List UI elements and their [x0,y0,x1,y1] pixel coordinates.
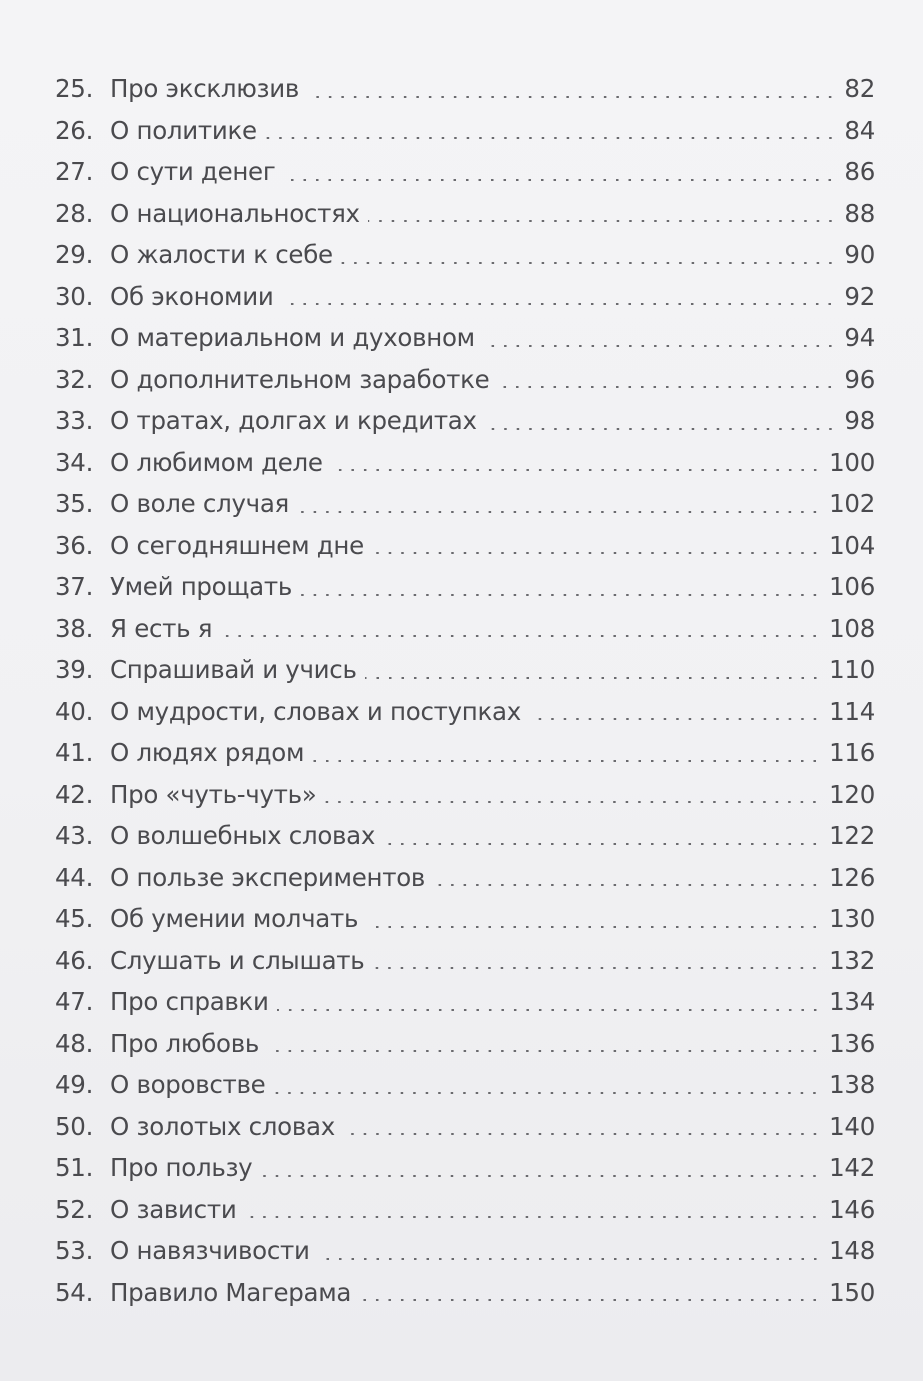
toc-entry [0,406,923,448]
toc-entry-number: 29. [55,240,94,269]
toc-entry-title: О тратах, долгах и кредитах [110,406,477,435]
toc-entry-number: 36. [55,530,94,560]
dot-leader [318,1258,822,1260]
toc-entry-title: Правило Магерама [110,1277,352,1307]
toc-entry-number: 53. [55,1236,94,1265]
toc-entry-page-number: 106 [829,572,875,601]
toc-entry-line [110,946,875,975]
toc-entry-title: О зависти [110,1194,237,1224]
toc-entry-page-number: 86 [844,157,875,186]
toc-entry-line [110,614,875,643]
toc-entry-page-number: 134 [829,987,875,1016]
toc-entry-line [110,821,875,850]
toc-entry-number: 27. [55,157,94,186]
dot-leader [497,386,836,388]
toc-entry-line [110,738,875,767]
toc-entry [0,1278,923,1320]
toc-entry-line [110,572,875,601]
toc-entry [0,655,923,697]
toc-entry-number: 50. [55,1111,94,1141]
toc-entry [0,987,923,1029]
toc-entry-line [110,1153,875,1182]
toc-entry-number: 54. [55,1277,94,1307]
toc-entry [0,614,923,656]
dot-leader [483,345,837,347]
dot-leader [283,179,836,181]
toc-entry [0,282,923,324]
toc-entry [0,863,923,905]
dot-leader [265,137,837,139]
toc-entry-title: О навязчивости [110,1236,310,1265]
toc-entry-number: 28. [55,198,94,228]
toc-entry-title: О национальностях [110,198,360,228]
toc-entry-number: 25. [55,74,94,103]
toc-entry-page-number: 150 [829,1277,875,1307]
toc-entry-title: О воле случая [110,489,289,518]
toc-entry-page-number: 130 [829,904,875,933]
toc-entry-title: О сегодняшнем дне [110,530,364,560]
toc-entry-page-number: 90 [844,240,875,269]
toc-entry-number: 38. [55,613,94,643]
toc-entry-line [110,116,875,145]
dot-leader [281,303,836,305]
dot-leader [331,469,821,471]
toc-entry-title: Слушать и слышать [110,945,365,975]
toc-entry-page-number: 110 [829,655,875,684]
toc-entry-line [110,987,875,1016]
toc-entry [0,780,923,822]
dot-leader [372,552,821,554]
toc-entry-page-number: 140 [829,1111,875,1141]
toc-entry [0,1195,923,1237]
toc-entry [0,1029,923,1071]
toc-entry-page-number: 96 [844,364,875,394]
toc-entry-title: О жалости к себе [110,240,333,269]
toc-entry-line [110,531,875,560]
toc-entry-number: 42. [55,779,94,809]
dot-leader [366,926,821,928]
toc-entry-page-number: 126 [829,862,875,892]
toc-entry-line [110,323,875,352]
toc-entry [0,531,923,573]
dot-leader [324,801,821,803]
dot-leader [277,1009,821,1011]
toc-entry [0,240,923,282]
toc-entry [0,738,923,780]
dot-leader [485,428,837,430]
toc-entry [0,904,923,946]
dot-leader [312,760,821,762]
toc-entry-page-number: 116 [829,738,875,767]
toc-entry [0,1236,923,1278]
dot-leader [307,96,836,98]
toc-entry-line [110,1236,875,1265]
toc-entry-page-number: 114 [829,696,875,726]
toc-entry-page-number: 100 [829,447,875,477]
toc-entry-title: О мудрости, словах и поступках [110,696,521,726]
dot-leader [368,220,837,222]
toc-entry-page-number: 82 [844,74,875,103]
toc-entry-title: Умей прощать [110,572,292,601]
toc-entry [0,116,923,158]
toc-entry-line [110,863,875,892]
toc-entry [0,572,923,614]
toc-entry [0,1112,923,1154]
dot-leader [220,635,821,637]
toc-entry-title: О золотых словах [110,1111,335,1141]
dot-leader [260,1175,821,1177]
dot-leader [372,967,821,969]
toc-entry-line [110,406,875,435]
toc-entry [0,489,923,531]
toc-entry-title: Про эксклюзив [110,74,300,103]
toc-entry-page-number: 136 [829,1028,875,1058]
toc-entry-page-number: 108 [829,613,875,643]
toc-entry-title: Спрашивай и учись [110,655,357,684]
toc-entry-page-number: 92 [844,281,875,311]
toc-entry [0,448,923,490]
toc-entry-page-number: 98 [844,406,875,435]
toc-entry-page-number: 122 [829,821,875,850]
toc-entry-page-number: 132 [829,945,875,975]
dot-leader [529,718,821,720]
dot-leader [297,511,821,513]
dot-leader [343,1133,821,1135]
toc-entry-title: О волшебных словах [110,821,376,850]
toc-entry-title: Об экономии [110,281,274,311]
toc-entry-number: 30. [55,281,94,311]
toc-entry-number: 52. [55,1194,94,1224]
dot-leader [341,262,837,264]
dot-leader [383,843,821,845]
toc-entry [0,199,923,241]
toc-entry-page-number: 120 [829,779,875,809]
toc-entry-line [110,199,875,228]
toc-entry-line [110,1278,875,1307]
toc-entry-line [110,1195,875,1224]
toc-entry-page-number: 142 [829,1153,875,1182]
toc-entry [0,1153,923,1195]
toc-entry-number: 45. [55,904,94,933]
toc-entry-number: 51. [55,1153,94,1182]
toc-entry-number: 34. [55,447,94,477]
toc-entry-title: О дополнительном заработке [110,364,490,394]
toc-entry-line [110,1112,875,1141]
toc-entry-line [110,489,875,518]
toc-entry [0,821,923,863]
toc-entry-title: О любимом деле [110,447,323,477]
toc-entry-title: О политике [110,115,257,145]
toc-entry-line [110,74,875,103]
toc-entry-page-number: 138 [829,1070,875,1099]
dot-leader [300,594,821,596]
toc-entry-line [110,697,875,726]
toc-entry-number: 44. [55,862,94,892]
toc-entry [0,1070,923,1112]
toc-entry-page-number: 146 [829,1194,875,1224]
toc-entry-line [110,655,875,684]
toc-entry-page-number: 88 [844,198,875,228]
toc-entry-number: 33. [55,406,94,435]
toc-entry-number: 26. [55,115,94,145]
dot-leader [359,1299,821,1301]
toc-entry [0,323,923,365]
toc-entry-title: Я есть я [110,613,213,643]
toc-entry-number: 35. [55,489,94,518]
toc-entry-title: О сути денег [110,157,276,186]
toc-entry-page-number: 102 [829,489,875,518]
toc-entry-title: Об умении молчать [110,904,359,933]
toc-entry-number: 32. [55,364,94,394]
toc-entry-title: О пользе экспериментов [110,862,426,892]
toc-entry-title: Про справки [110,987,269,1016]
toc-entry [0,157,923,199]
toc-entry-line [110,240,875,269]
toc-entry [0,365,923,407]
toc-entry-title: О воровстве [110,1070,266,1099]
toc-entry-line [110,1070,875,1099]
toc-entry-title: Про пользу [110,1153,253,1182]
toc-entry-line [110,448,875,477]
toc-entry [0,697,923,739]
toc-entry-number: 31. [55,323,94,352]
toc-entry-number: 41. [55,738,94,767]
toc-entry-page-number: 94 [844,323,875,352]
table-of-contents [0,74,923,1319]
toc-entry-title: Про «чуть-чуть» [110,779,317,809]
dot-leader [273,1092,821,1094]
dot-leader [433,884,821,886]
toc-entry-number: 39. [55,655,94,684]
toc-entry-line [110,1029,875,1058]
toc-entry-title: О людях рядом [110,738,305,767]
toc-entry-title: Про любовь [110,1028,260,1058]
toc-entry-page-number: 148 [829,1236,875,1265]
toc-entry-line [110,365,875,394]
toc-entry-number: 37. [55,572,94,601]
toc-entry-line [110,282,875,311]
toc-entry-number: 49. [55,1070,94,1099]
toc-entry-page-number: 104 [829,530,875,560]
toc-entry-number: 46. [55,945,94,975]
toc-entry [0,74,923,116]
toc-entry-page-number: 84 [844,115,875,145]
toc-entry-number: 48. [55,1028,94,1058]
toc-entry-number: 43. [55,821,94,850]
toc-entry-line [110,157,875,186]
dot-leader [267,1050,821,1052]
toc-entry-line [110,780,875,809]
toc-entry-number: 47. [55,987,94,1016]
dot-leader [365,677,822,679]
toc-entry [0,946,923,988]
dot-leader [244,1216,821,1218]
toc-entry-title: О материальном и духовном [110,323,475,352]
toc-entry-line [110,904,875,933]
toc-entry-number: 40. [55,696,94,726]
